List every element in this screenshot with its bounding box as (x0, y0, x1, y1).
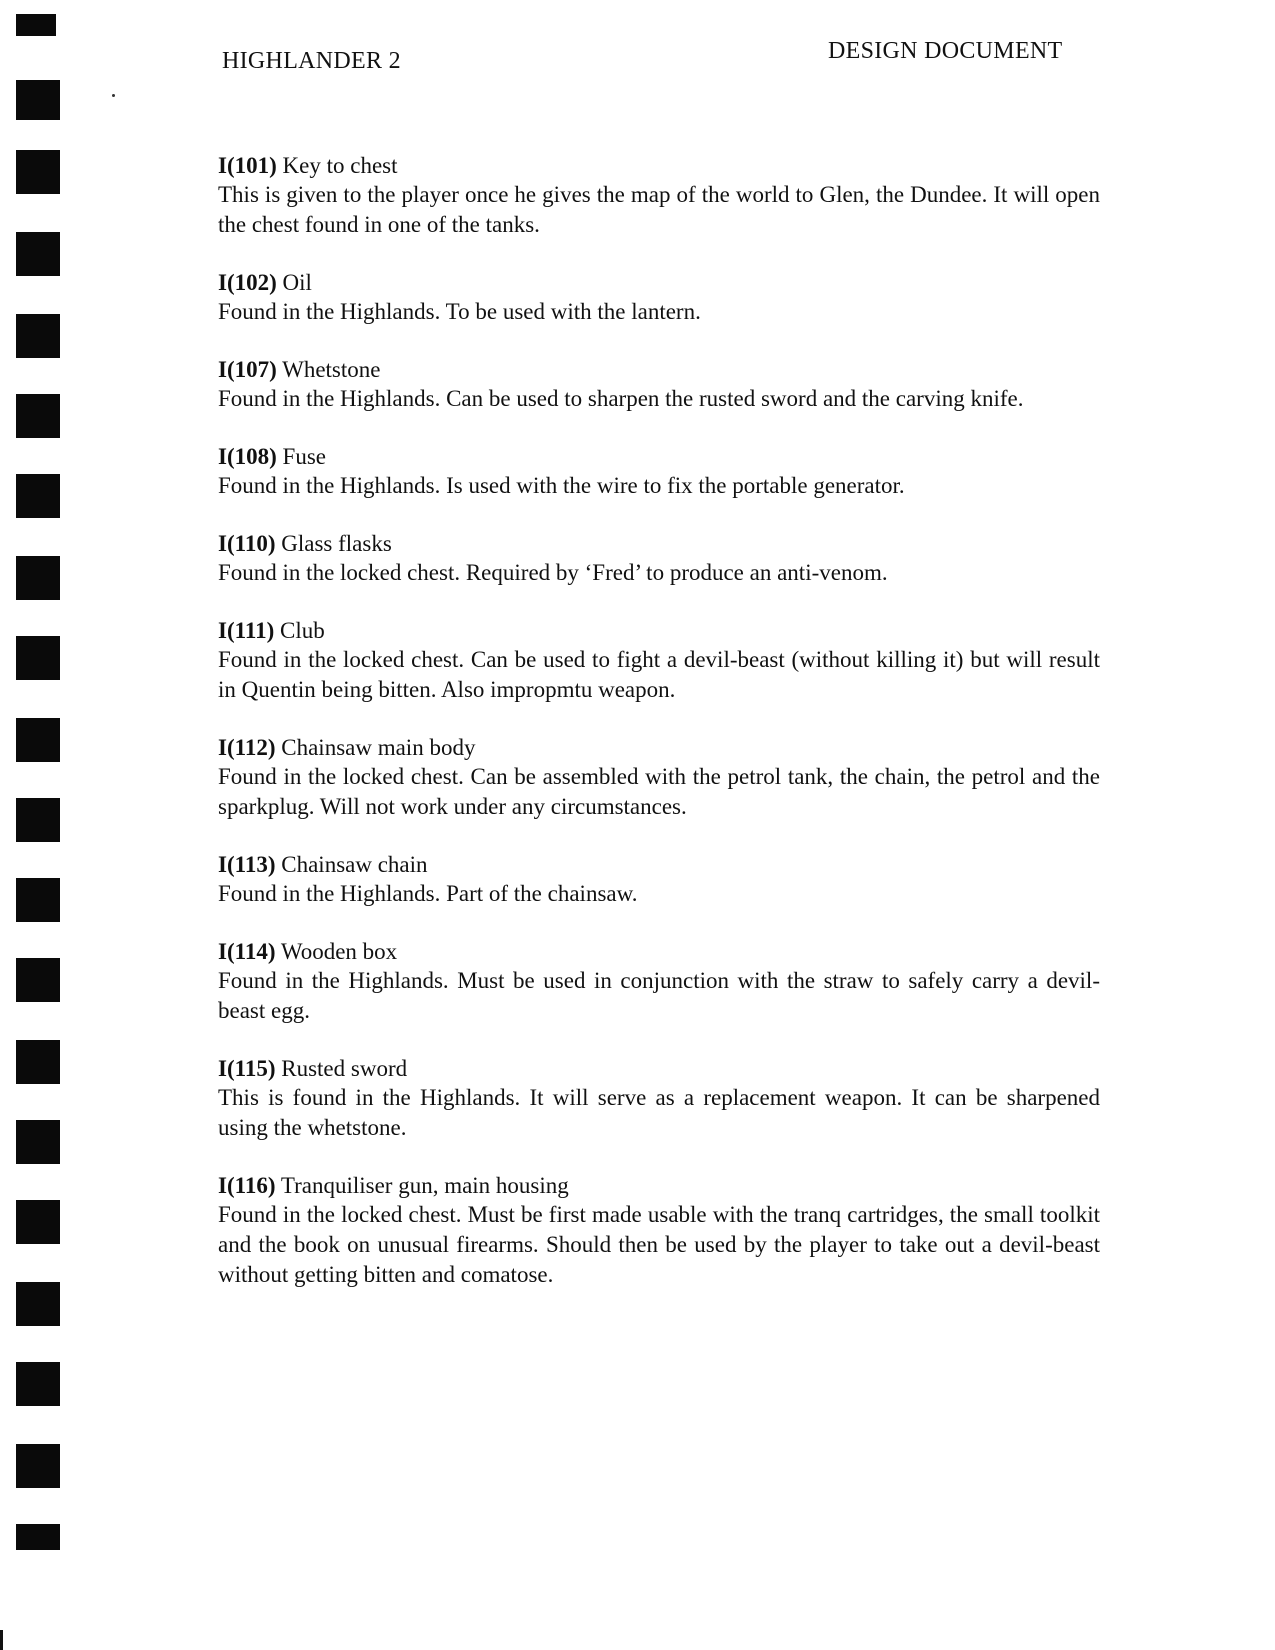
item-heading (218, 1172, 1100, 1200)
binding-hole (16, 1282, 60, 1326)
binding-hole (16, 556, 60, 600)
binding-hole (16, 1444, 60, 1488)
item-name: Rusted sword (281, 1056, 408, 1081)
item-name: Tranquiliser gun, main housing (280, 1173, 569, 1198)
binding-hole (16, 878, 60, 922)
item-id: I(107) (218, 357, 277, 382)
item-description: Found in the locked chest. Can be used to fight a devil-beast (without killing it) but will result in Quentin being bitten. Also impropmtu weapon. (218, 647, 1100, 702)
binding-hole (16, 718, 60, 762)
item-name: Wooden box (280, 939, 398, 964)
item-id: I(114) (218, 939, 276, 964)
item-id: I(116) (218, 1173, 276, 1198)
item-heading (218, 152, 1100, 180)
binding-hole (16, 798, 60, 842)
binding-hole (16, 474, 60, 518)
item-heading (218, 443, 1100, 471)
item-description: Found in the locked chest. Required by ‘Fred’ to produce an anti-venom. (218, 560, 888, 585)
item-name: Whetstone (282, 357, 381, 382)
item-name: Club (279, 618, 325, 643)
item-entry (218, 356, 1100, 414)
binding-hole (16, 1524, 60, 1550)
item-heading (218, 938, 1100, 966)
page-header (0, 0, 1275, 80)
item-heading (218, 356, 1100, 384)
binding-hole (16, 394, 60, 438)
item-heading (218, 734, 1100, 762)
item-name: Fuse (282, 444, 326, 469)
item-name: Glass flasks (281, 531, 392, 556)
item-heading (218, 269, 1100, 297)
item-id: I(111) (218, 618, 275, 643)
item-description: Found in the Highlands. To be used with the lantern. (218, 299, 701, 324)
item-id: I(101) (218, 153, 277, 178)
binding-hole (16, 1362, 60, 1406)
binding-hole (16, 1200, 60, 1244)
document-type: DESIGN DOCUMENT (828, 38, 1063, 64)
item-id: I(102) (218, 270, 277, 295)
item-entry (218, 1055, 1100, 1143)
binding-strip (0, 0, 70, 1650)
item-entry (218, 443, 1100, 501)
item-entry (218, 617, 1100, 705)
item-entry (218, 530, 1100, 588)
scan-speck (112, 94, 115, 97)
item-description: Found in the Highlands. Can be used to sharpen the rusted sword and the carving knife. (218, 386, 1024, 411)
binding-hole (16, 1120, 60, 1164)
item-entry (218, 734, 1100, 822)
item-name: Chainsaw chain (281, 852, 428, 877)
item-entry (218, 851, 1100, 909)
item-entry (218, 938, 1100, 1026)
item-description: Found in the locked chest. Must be first made usable with the tranq cartridges, the small toolkit and the book on unusual firearms. Should then be used by the player to take out a devil-beast without getting bitten and comatose. (218, 1202, 1100, 1287)
item-entry (218, 269, 1100, 327)
item-description: This is found in the Highlands. It will serve as a replacement weapon. It can be sharpened using the whetstone. (218, 1085, 1100, 1140)
item-id: I(110) (218, 531, 276, 556)
binding-hole (16, 636, 60, 680)
item-list (218, 152, 1100, 1319)
item-id: I(112) (218, 735, 276, 760)
binding-hole (16, 150, 60, 194)
item-id: I(108) (218, 444, 277, 469)
item-name: Oil (282, 270, 312, 295)
item-entry (218, 1172, 1100, 1290)
item-description: Found in the Highlands. Must be used in conjunction with the straw to safely carry a devil-beast egg. (218, 968, 1100, 1023)
binding-hole (16, 314, 60, 358)
item-name: Chainsaw main body (281, 735, 476, 760)
binding-hole (16, 80, 60, 120)
document-title: HIGHLANDER 2 (222, 48, 401, 74)
binding-hole (16, 232, 60, 276)
item-heading (218, 851, 1100, 879)
scan-edge-mark (0, 1630, 3, 1650)
item-heading (218, 530, 1100, 558)
binding-hole (16, 1040, 60, 1084)
item-heading (218, 1055, 1100, 1083)
item-name: Key to chest (282, 153, 398, 178)
item-entry (218, 152, 1100, 240)
item-description: This is given to the player once he gives the map of the world to Glen, the Dundee. It will open the chest found in one of the tanks. (218, 182, 1100, 237)
item-id: I(115) (218, 1056, 276, 1081)
item-id: I(113) (218, 852, 276, 877)
item-description: Found in the Highlands. Is used with the wire to fix the portable generator. (218, 473, 905, 498)
item-heading (218, 617, 1100, 645)
binding-hole (16, 958, 60, 1002)
item-description: Found in the Highlands. Part of the chainsaw. (218, 881, 638, 906)
item-description: Found in the locked chest. Can be assembled with the petrol tank, the chain, the petrol and the sparkplug. Will not work under any circumstances. (218, 764, 1100, 819)
